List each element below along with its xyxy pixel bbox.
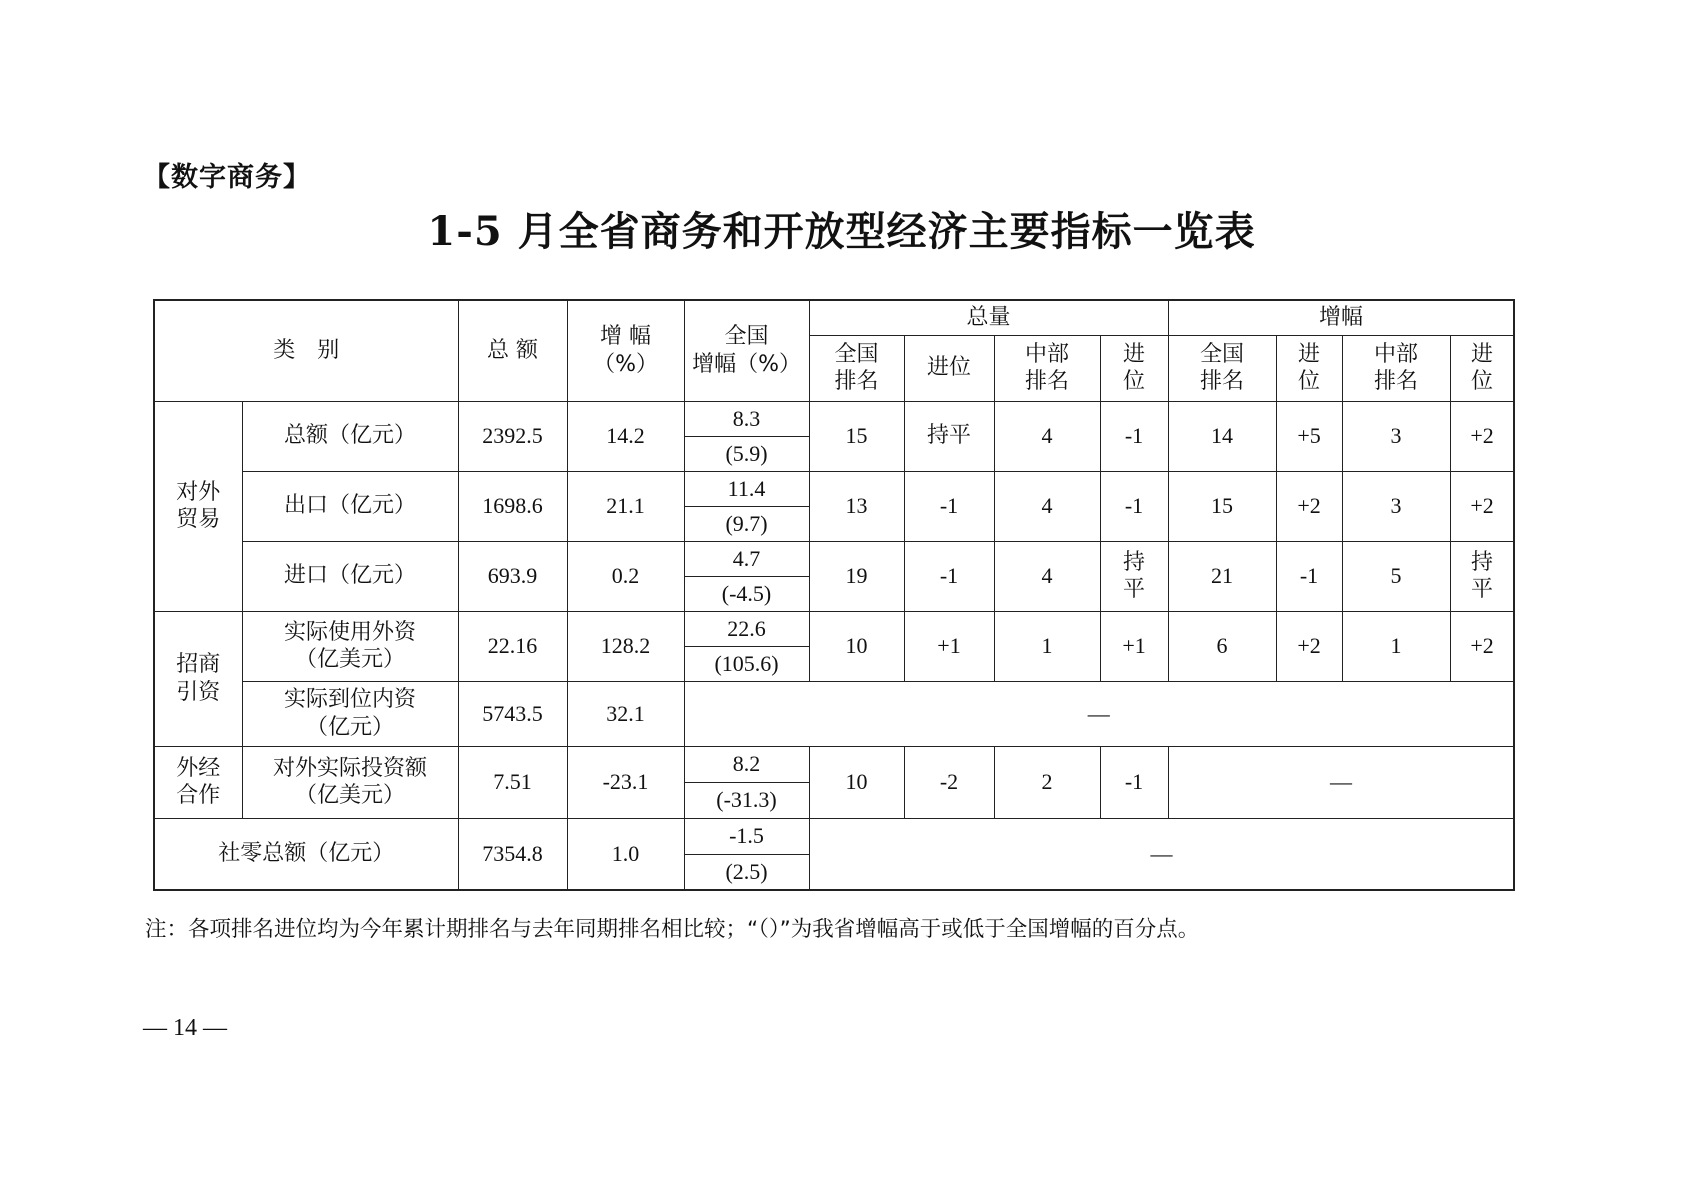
cell-g-central-advance: 持 平 (1450, 541, 1514, 611)
row-label: 出口（亿元） (242, 471, 458, 541)
cell-growth-diff: (105.6) (684, 646, 809, 681)
group-trade: 对外 贸易 (154, 401, 242, 611)
cell-total: 22.16 (458, 611, 567, 681)
cell-growth-diff: (2.5) (684, 854, 809, 890)
cell-empty-dash: — (1168, 746, 1514, 818)
cell-growth-diff: (-4.5) (684, 576, 809, 611)
cell-g-advance: +2 (1276, 471, 1342, 541)
cell-q-central-rank: 2 (994, 746, 1100, 818)
cell-g-central-advance: +2 (1450, 471, 1514, 541)
cell-g-advance: +5 (1276, 401, 1342, 471)
header-growth-central-advance: 进 位 (1450, 335, 1514, 401)
cell-g-advance: +2 (1276, 611, 1342, 681)
cell-growth: 21.1 (567, 471, 684, 541)
cell-growth: 1.0 (567, 818, 684, 890)
header-growth-national-rank: 全国 排名 (1168, 335, 1276, 401)
cell-g-rank: 15 (1168, 471, 1276, 541)
cell-g-central-advance: +2 (1450, 611, 1514, 681)
cell-g-central-advance: +2 (1450, 401, 1514, 471)
cell-total: 693.9 (458, 541, 567, 611)
cell-growth: 32.1 (567, 681, 684, 746)
cell-growth-diff: (-31.3) (684, 782, 809, 818)
row-label: 社零总额（亿元） (154, 818, 458, 890)
cell-q-advance: -2 (904, 746, 994, 818)
cell-g-advance: -1 (1276, 541, 1342, 611)
header-growth-central-rank: 中部 排名 (1342, 335, 1450, 401)
cell-total: 7354.8 (458, 818, 567, 890)
cell-q-central-rank: 4 (994, 471, 1100, 541)
cell-g-rank: 6 (1168, 611, 1276, 681)
cell-q-central-advance: -1 (1100, 401, 1168, 471)
cell-national-growth: 4.7 (684, 541, 809, 576)
cell-growth: 128.2 (567, 611, 684, 681)
cell-g-central-rank: 1 (1342, 611, 1450, 681)
cell-empty-dash: — (684, 681, 1514, 746)
cell-q-central-advance: 持 平 (1100, 541, 1168, 611)
cell-growth-diff: (9.7) (684, 506, 809, 541)
cell-national-growth: 8.3 (684, 401, 809, 436)
cell-q-rank: 10 (809, 746, 904, 818)
header-national-growth: 全国 增幅（%） (684, 300, 809, 401)
cell-g-rank: 14 (1168, 401, 1276, 471)
row-label: 进口（亿元） (242, 541, 458, 611)
row-label: 实际使用外资 （亿美元） (242, 611, 458, 681)
cell-q-rank: 10 (809, 611, 904, 681)
header-growth-advance: 进 位 (1276, 335, 1342, 401)
cell-q-rank: 13 (809, 471, 904, 541)
header-total-central-rank: 中部 排名 (994, 335, 1100, 401)
header-growth: 增 幅 （%） (567, 300, 684, 401)
group-overseas: 外经 合作 (154, 746, 242, 818)
cell-q-advance: 持平 (904, 401, 994, 471)
cell-g-central-rank: 3 (1342, 401, 1450, 471)
row-label: 对外实际投资额 （亿美元） (242, 746, 458, 818)
cell-q-rank: 15 (809, 401, 904, 471)
header-group-growth: 增幅 (1168, 300, 1514, 335)
header-total-advance: 进位 (904, 335, 994, 401)
cell-q-advance: +1 (904, 611, 994, 681)
cell-growth: 14.2 (567, 401, 684, 471)
header-total-national-rank: 全国 排名 (809, 335, 904, 401)
cell-q-advance: -1 (904, 471, 994, 541)
footnote: 注：各项排名进位均为今年累计期排名与去年同期排名相比较；“（）”为我省增幅高于或低于全国增幅的百分点。 (145, 917, 1200, 942)
cell-national-growth: 8.2 (684, 746, 809, 782)
row-label: 实际到位内资 （亿元） (242, 681, 458, 746)
cell-total: 1698.6 (458, 471, 567, 541)
cell-empty-dash: — (809, 818, 1514, 890)
cell-growth-diff: (5.9) (684, 436, 809, 471)
indicator-table (153, 299, 1515, 891)
cell-q-central-rank: 4 (994, 401, 1100, 471)
cell-q-central-advance: -1 (1100, 746, 1168, 818)
cell-q-central-advance: +1 (1100, 611, 1168, 681)
header-category: 类 别 (154, 300, 458, 401)
header-group-total: 总量 (809, 300, 1168, 335)
cell-growth: 0.2 (567, 541, 684, 611)
cell-total: 5743.5 (458, 681, 567, 746)
cell-national-growth: 22.6 (684, 611, 809, 646)
cell-total: 7.51 (458, 746, 567, 818)
cell-q-central-advance: -1 (1100, 471, 1168, 541)
cell-q-central-rank: 4 (994, 541, 1100, 611)
section-label: 【数字商务】 (143, 162, 311, 193)
group-investment: 招商 引资 (154, 611, 242, 746)
page-title: 1-5 月全省商务和开放型经济主要指标一览表 (427, 208, 1256, 255)
cell-g-rank: 21 (1168, 541, 1276, 611)
cell-q-advance: -1 (904, 541, 994, 611)
cell-total: 2392.5 (458, 401, 567, 471)
header-total: 总 额 (458, 300, 567, 401)
header-total-central-advance: 进 位 (1100, 335, 1168, 401)
cell-q-central-rank: 1 (994, 611, 1100, 681)
cell-growth: -23.1 (567, 746, 684, 818)
cell-national-growth: 11.4 (684, 471, 809, 506)
cell-g-central-rank: 3 (1342, 471, 1450, 541)
page-number: — 14 — (143, 1015, 227, 1041)
row-label: 总额（亿元） (242, 401, 458, 471)
cell-q-rank: 19 (809, 541, 904, 611)
cell-g-central-rank: 5 (1342, 541, 1450, 611)
cell-national-growth: -1.5 (684, 818, 809, 854)
